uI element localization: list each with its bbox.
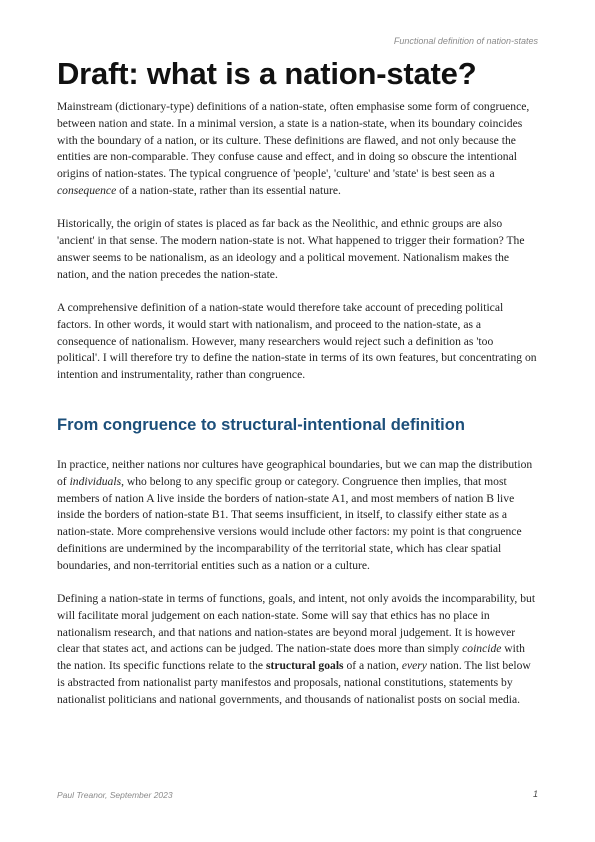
section-intro — [57, 99, 539, 400]
page-number: 1 — [532, 789, 538, 799]
paragraph-5-text-c: of a nation, — [343, 659, 402, 673]
paragraph-1-text-b: of a nation-state, rather than its essential nature. — [116, 183, 341, 197]
strong-structural-goals: structural goals — [265, 659, 344, 673]
page-title: Draft: what is a nation-state? — [57, 56, 477, 91]
emphasis-individuals: individuals — [69, 474, 122, 488]
section-definition — [57, 457, 539, 725]
paragraph-5 — [57, 591, 539, 709]
paragraph-2: Historically, the origin of states is placed as far back as the Neolithic, and ethnic groups are also 'ancient' in that sense. The modern nation-state is not. What happened to trigger their formation? The answer seems to be nationalism, as an ideology and a political movement. Nationalism makes the nation, and the nation precedes the nation-state. — [57, 217, 525, 281]
paragraph-4 — [57, 457, 539, 575]
paragraph-5-text-b: with the nation. Its specific functions relate to the — [57, 642, 525, 673]
paragraph-4-text-b: , who belong to any specific group or category. Congruence then implies, that most members of nation A live inside the borders of nation-state A1, and most members of nation B live inside the borders of nation-state B1. That seems insufficient, in itself, to classify either state as a nation-state. More comprehensive versions would include other factors: my point is that congruence definitions are undermined by the incomparability of the territorial state, which has clear spatial boundaries, and non-territorial entities such as a nation or a culture. — [57, 474, 522, 572]
paragraph-1-text-a: Mainstream (dictionary-type) definitions of a nation-state, often emphasise some form of congruence, between nation and state. In a minimal version, a state is a nation-state, when its boundary coincides with the boundary of a nation, or its culture. These definitions are flawed, and not only because the entities are non-comparable. They confuse cause and effect, and in doing so obscure the intentional origins of nation-states. The typical congruence of 'people', 'culture' and 'state' is best seen as a — [57, 100, 530, 181]
running-head: Functional definition of nation-states — [393, 36, 538, 46]
emphasis-consequence: consequence — [57, 183, 117, 197]
paragraph-1 — [57, 99, 539, 200]
paragraph-3: A comprehensive definition of a nation-state would therefore take account of preceding political factors. In other words, it would start with nationalism, and proceed to the nation-state, as a consequence of nationalism. However, many researchers would reject such a definition as 'too political'. I will therefore try to define the nation-state in terms of its own features, but concentrating on intention and instrumentality, rather than congruence. — [57, 300, 537, 382]
paragraph-5-text-d: nation. The list below is abstracted from nationalist party manifestos and proposals, national constitutions, statements by nationalist politicians and national governments, and thousands of nationalist posts on social media. — [57, 659, 531, 706]
paragraph-5-text-a: Defining a nation-state in terms of functions, goals, and intent, not only avoids the incomparability, but will facilitate moral judgement on each nation-state. Some will say that ethics has no place in nationalism research, and that nations and nation-states are beyond moral judgement. It is however clear that states act, and actions can be judged. The nation-state does more than simply — [57, 592, 536, 656]
emphasis-coincide: coincide — [462, 642, 502, 656]
emphasis-every: every — [401, 659, 427, 673]
footer-author: Paul Treanor, September 2023 — [57, 790, 173, 800]
section-heading: From congruence to structural-intentional definition — [57, 416, 465, 434]
paragraph-4-text-a: In practice, neither nations nor cultures have geographical boundaries, but we can map the distribution of — [57, 458, 533, 488]
